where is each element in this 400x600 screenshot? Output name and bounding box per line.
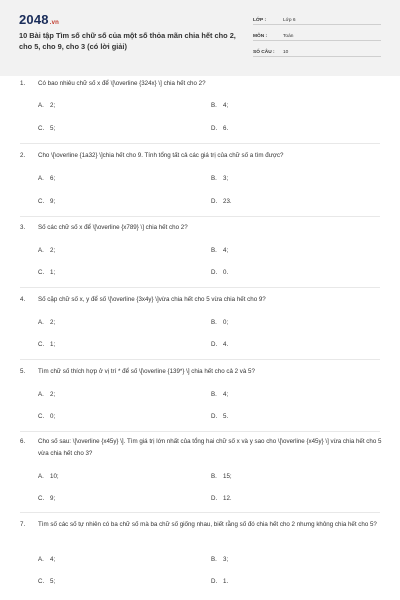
meta-row-count: [253, 45, 381, 57]
option-letter: D.: [211, 413, 218, 420]
option-letter: C.: [38, 495, 45, 502]
option-letter: B.: [211, 391, 217, 398]
question-text: Có bao nhiêu chữ số x để \[\overline {324x} \] chia hết cho 2?: [38, 80, 206, 87]
question-text: Tìm số các số tự nhiên có ba chữ số mà ba chữ số giống nhau, biết rằng số đó chia hết cho 2 nhưng không chia hết cho 5?: [38, 521, 377, 528]
option-d: [211, 269, 228, 276]
option-value: 4;: [50, 556, 56, 563]
option-value: 4;: [223, 102, 229, 109]
option-letter: D.: [211, 269, 218, 276]
option-b: [211, 391, 228, 398]
option-value: 2;: [50, 247, 56, 254]
option-letter: C.: [38, 198, 45, 205]
option-b: [211, 102, 228, 109]
meta-label: SỐ CÂU :: [253, 50, 275, 55]
option-letter: B.: [211, 247, 217, 254]
question-text: Cho \[\overline {1a32} \]chia hết cho 9. Tính tổng tất cả các giá trị của chữ số a tìm được?: [38, 152, 284, 159]
option-d: [211, 198, 232, 205]
option-letter: A.: [38, 319, 44, 326]
option-c: [38, 198, 55, 205]
option-c: [38, 578, 55, 585]
option-value: 4.: [223, 341, 229, 348]
question-number: 4.: [20, 296, 26, 303]
option-value: 15;: [223, 473, 232, 480]
option-letter: C.: [38, 269, 45, 276]
option-letter: C.: [38, 341, 45, 348]
option-c: [38, 125, 55, 132]
option-letter: D.: [211, 198, 218, 205]
option-value: 2;: [50, 102, 56, 109]
option-a: [38, 556, 55, 563]
option-letter: D.: [211, 495, 218, 502]
option-value: 6;: [50, 175, 56, 182]
option-a: [38, 391, 55, 398]
option-c: [38, 341, 55, 348]
divider: [20, 143, 380, 144]
option-letter: B.: [211, 319, 217, 326]
option-letter: A.: [38, 102, 44, 109]
option-b: [211, 473, 232, 480]
option-d: [211, 413, 228, 420]
question-number: 3.: [20, 224, 26, 231]
option-value: 0;: [223, 319, 229, 326]
question-text: Tìm chữ số thích hợp ở vị trí * để số \[\overline {139*} \] chia hết cho cả 2 và 5?: [38, 368, 255, 375]
option-value: 2;: [50, 319, 56, 326]
option-letter: B.: [211, 102, 217, 109]
option-value: 4;: [223, 247, 229, 254]
option-value: 12.: [223, 495, 232, 502]
option-value: 5.: [223, 413, 229, 420]
option-a: [38, 102, 55, 109]
option-value: 0.: [223, 269, 229, 276]
question-text: Số cặp chữ số x, y để số \[\overline {3x4y} \]vừa chia hết cho 5 vừa chia hết cho 9?: [38, 296, 266, 303]
option-c: [38, 495, 55, 502]
meta-label: LỚP :: [253, 18, 267, 23]
option-b: [211, 247, 228, 254]
option-value: 6.: [223, 125, 229, 132]
option-letter: A.: [38, 247, 44, 254]
question-text: Cho số sau: \[\overline {x45y} \]. Tìm giá trị lớn nhất của tổng hai chữ số x và y sao cho \[\overline {x45y} \] vừa chia hết cho 5 vừa chia hết cho 3?: [38, 438, 382, 457]
option-d: [211, 495, 232, 502]
logo-suffix: .vn: [49, 20, 60, 26]
option-value: 9;: [50, 495, 56, 502]
option-b: [211, 175, 228, 182]
option-value: 3;: [223, 175, 229, 182]
site-logo[interactable]: [19, 12, 59, 27]
option-value: 10;: [50, 473, 59, 480]
option-value: 2;: [50, 391, 56, 398]
option-letter: C.: [38, 413, 45, 420]
option-value: 0;: [50, 413, 56, 420]
option-value: 23.: [223, 198, 232, 205]
divider: [20, 359, 380, 360]
option-letter: A.: [38, 473, 44, 480]
meta-value: Toán: [283, 34, 294, 39]
meta-label: MÔN :: [253, 34, 268, 39]
divider: [20, 287, 380, 288]
question-number: 6.: [20, 438, 26, 445]
option-value: 4;: [223, 391, 229, 398]
option-value: 9;: [50, 198, 56, 205]
option-letter: D.: [211, 578, 218, 585]
option-d: [211, 125, 228, 132]
worksheet-header: [0, 0, 400, 76]
meta-info: [253, 13, 381, 61]
question-number: 7.: [20, 521, 26, 528]
option-letter: B.: [211, 556, 217, 563]
option-letter: D.: [211, 341, 218, 348]
option-b: [211, 319, 228, 326]
option-c: [38, 269, 55, 276]
option-a: [38, 247, 55, 254]
option-d: [211, 578, 228, 585]
option-value: 5;: [50, 578, 56, 585]
question-number: 1.: [20, 80, 26, 87]
option-value: 1;: [50, 341, 56, 348]
option-value: 5;: [50, 125, 56, 132]
option-letter: B.: [211, 473, 217, 480]
divider: [20, 431, 380, 432]
option-c: [38, 413, 55, 420]
option-b: [211, 556, 228, 563]
option-letter: C.: [38, 125, 45, 132]
option-letter: C.: [38, 578, 45, 585]
option-letter: A.: [38, 391, 44, 398]
option-a: [38, 319, 55, 326]
meta-row-subject: [253, 29, 381, 41]
option-a: [38, 175, 55, 182]
option-letter: A.: [38, 556, 44, 563]
option-letter: D.: [211, 125, 218, 132]
option-letter: B.: [211, 175, 217, 182]
divider: [20, 512, 380, 513]
option-a: [38, 473, 59, 480]
divider: [20, 216, 380, 217]
option-letter: A.: [38, 175, 44, 182]
worksheet-title: 10 Bài tập Tìm số chữ số của một số thỏa mãn chia hết cho 2, cho 5, cho 9, cho 3 (có lời giải): [19, 31, 236, 51]
meta-value: 10: [283, 50, 289, 55]
option-value: 3;: [223, 556, 229, 563]
option-d: [211, 341, 228, 348]
question-number: 2.: [20, 152, 26, 159]
question-number: 5.: [20, 368, 26, 375]
logo-text: 2048: [19, 12, 49, 27]
meta-row-class: [253, 13, 381, 25]
option-value: 1.: [223, 578, 229, 585]
meta-value: Lớp 6: [283, 18, 296, 23]
option-value: 1;: [50, 269, 56, 276]
question-text: Số các chữ số x để \[\overline {x789} \] chia hết cho 2?: [38, 224, 188, 231]
